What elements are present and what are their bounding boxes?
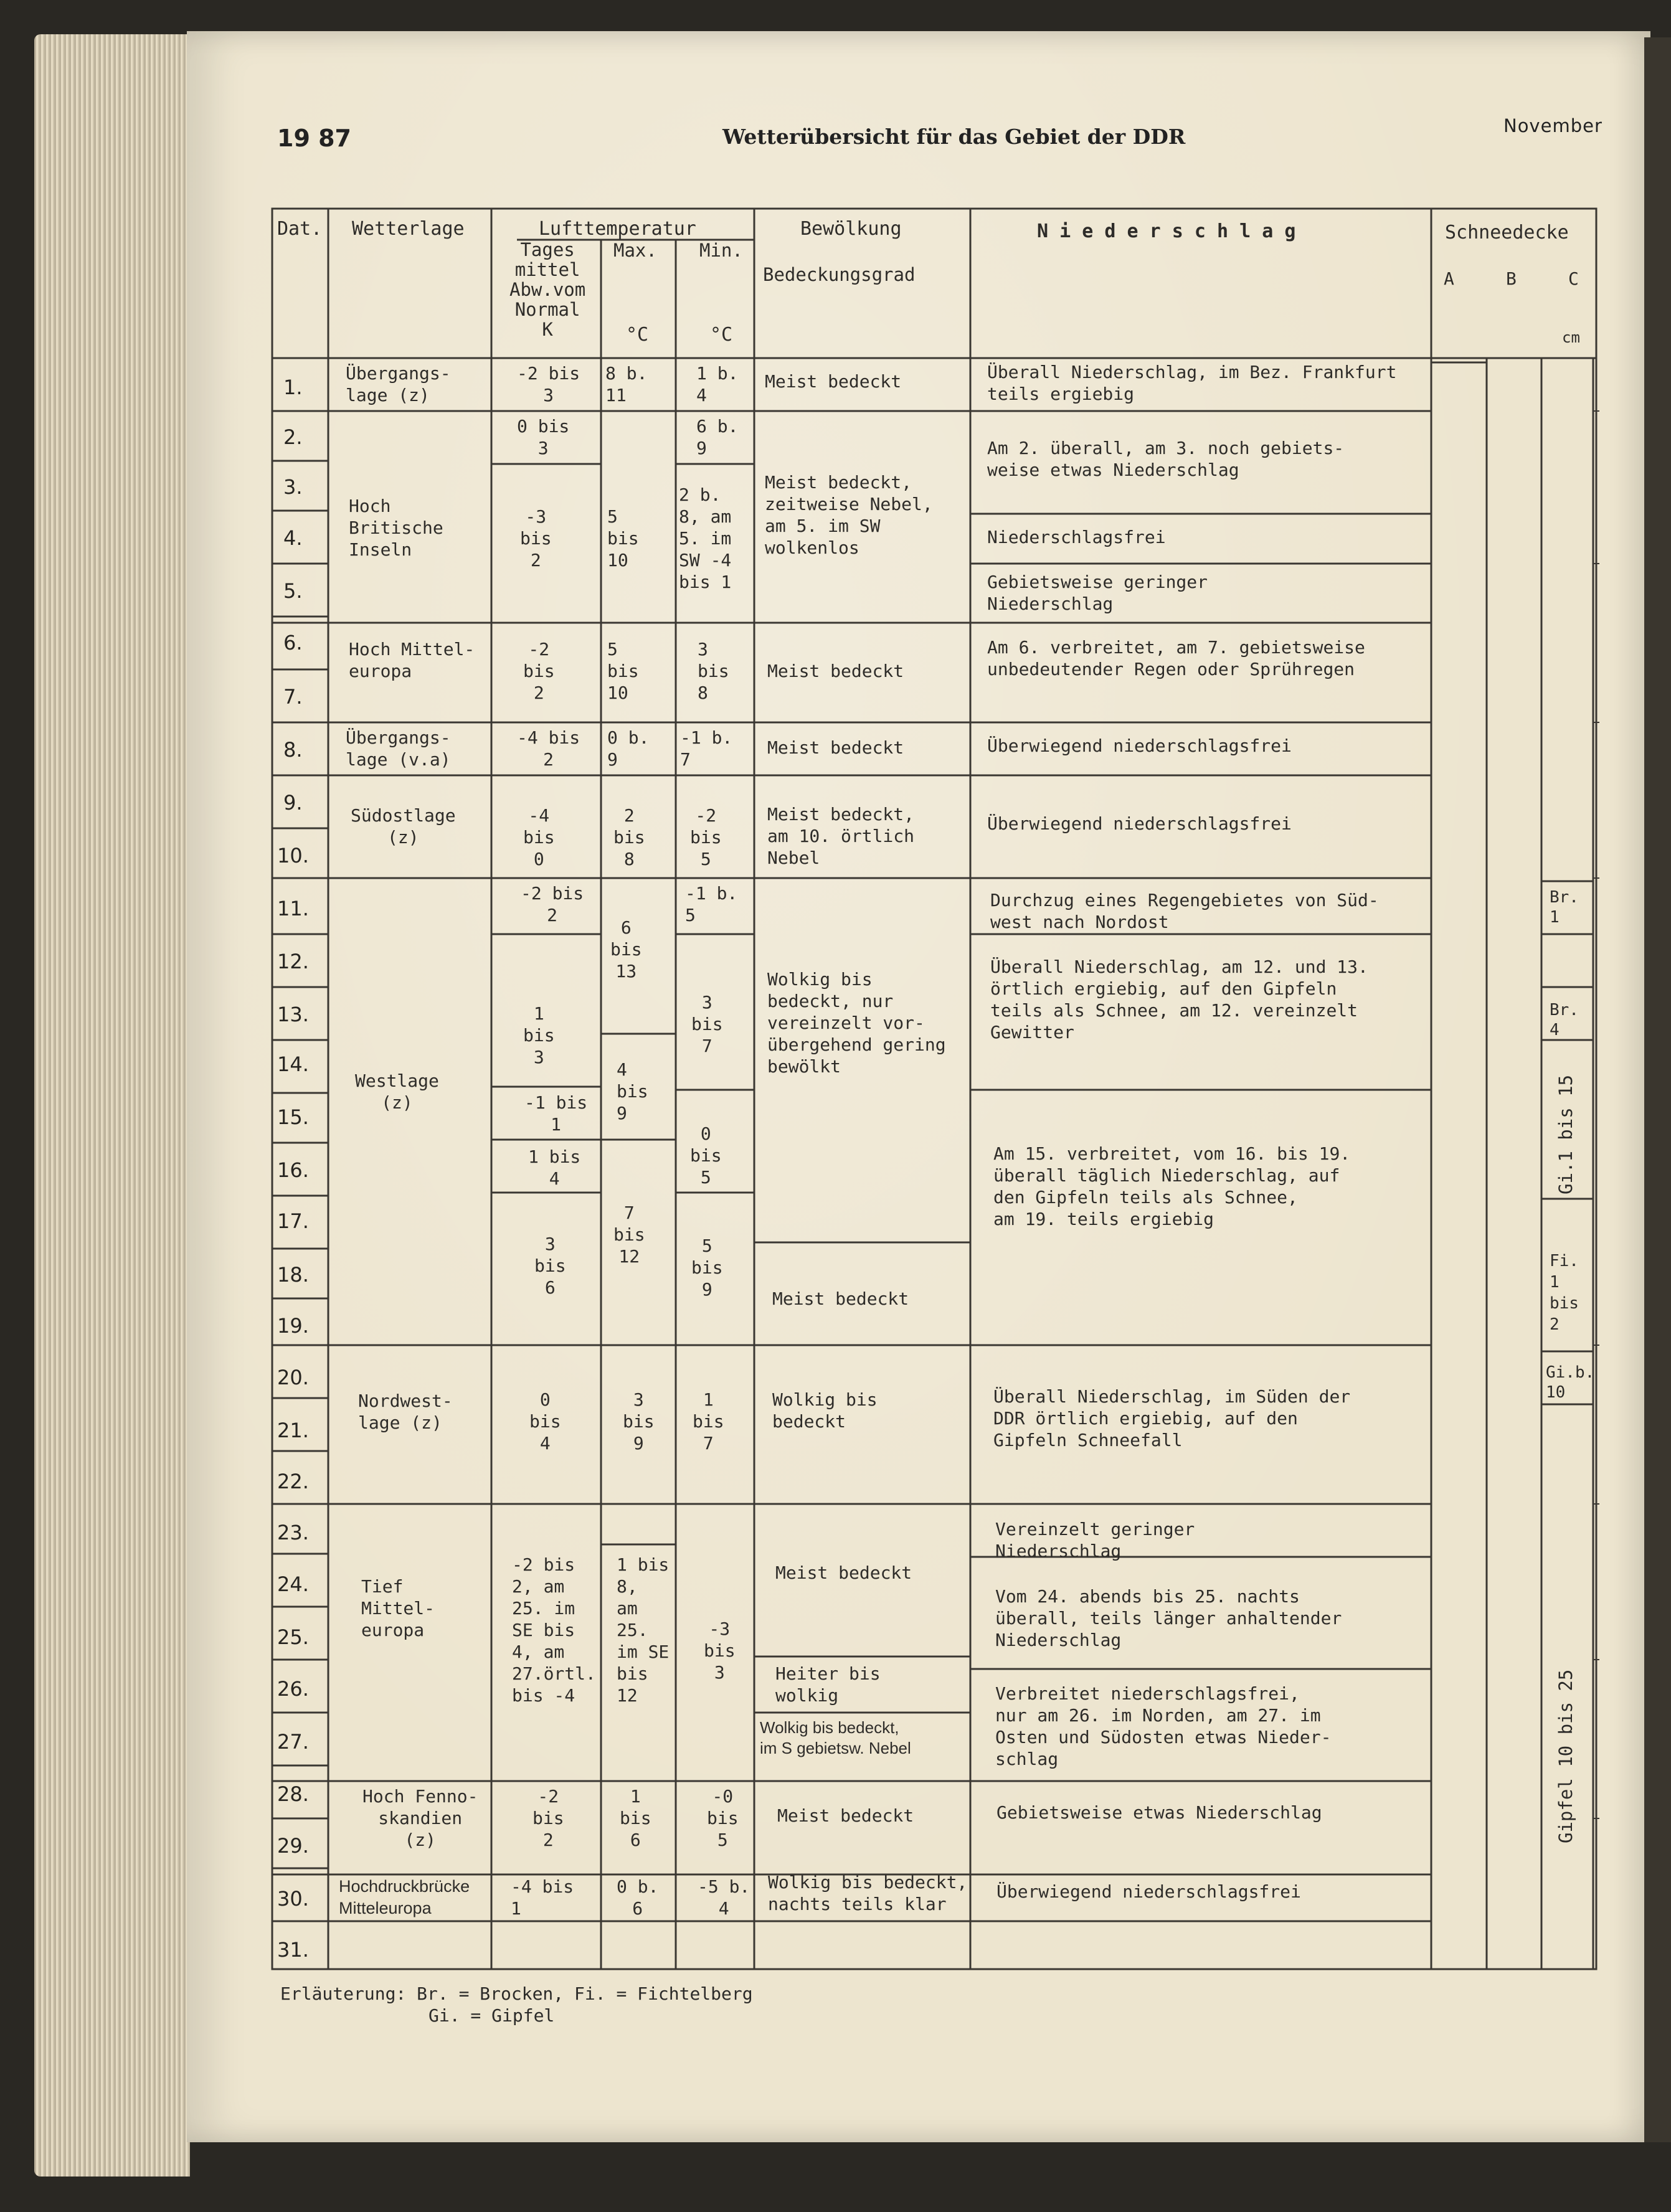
- niederschlag-cell: Überall Niederschlag, im Süden der DDR örtlich ergiebig, auf den Gipfeln Schneefall: [993, 1386, 1351, 1450]
- bewoelkung-cell: Meist bedeckt, zeitweise Nebel, am 5. im SW wolkenlos: [765, 472, 933, 558]
- min-cell: -5 b. 4: [698, 1876, 750, 1919]
- bewoelkung-cell: Wolkig bis bedeckt, nachts teils klar: [768, 1872, 968, 1914]
- day-cell: 16.: [277, 1158, 309, 1182]
- mittel-cell: 3 bis 6: [534, 1234, 566, 1298]
- day-cell: 30.: [277, 1887, 309, 1911]
- min-cell: 6 b. 9: [696, 416, 739, 458]
- snow-cell-gipfel-10-25: Gipfel 10 bis 25: [1555, 1669, 1576, 1843]
- day-cell: 25.: [277, 1625, 309, 1649]
- page-year: 19 87: [277, 125, 351, 152]
- min-cell: 2 b. 8, am 5. im SW -4 bis 1: [679, 484, 732, 592]
- niederschlag-cell: Am 2. überall, am 3. noch gebiets- weise etwas Niederschlag: [987, 438, 1345, 480]
- min-cell: -3 bis 3: [704, 1619, 736, 1683]
- col-header-b: B: [1506, 268, 1517, 289]
- day-cell: 9.: [283, 791, 303, 815]
- bewoelkung-cell: Meist bedeckt: [765, 371, 902, 392]
- mittel-cell: -2 bis 2: [521, 883, 584, 925]
- max-cell: 0 b. 9: [607, 727, 650, 770]
- col-header-a: A: [1444, 268, 1454, 289]
- niederschlag-cell: Überwiegend niederschlagsfrei: [987, 813, 1292, 834]
- page-title: Wetterübersicht für das Gebiet der DDR: [722, 125, 1186, 149]
- snow-cell-gipfel-10: Gi.b. 10: [1546, 1363, 1595, 1402]
- min-cell: 3 bis 7: [691, 992, 723, 1056]
- day-cell: 13.: [277, 1003, 309, 1026]
- day-cell: 31.: [277, 1938, 309, 1962]
- niederschlag-cell: Am 15. verbreitet, vom 16. bis 19. überall täglich Niederschlag, auf den Gipfeln teils als Schnee, am 19. teils ergiebig: [993, 1143, 1351, 1229]
- bewoelkung-cell: Wolkig bis bedeckt: [772, 1389, 878, 1432]
- wetterlage-cell: Westlage (z): [355, 1071, 439, 1113]
- unit-max: °C: [626, 324, 649, 346]
- niederschlag-cell: Vereinzelt geringer Niederschlag: [995, 1519, 1195, 1561]
- footnote-line-1: Erläuterung: Br. = Brocken, Fi. = Fichtelberg: [280, 1983, 753, 2004]
- bewoelkung-cell: Meist bedeckt: [767, 737, 904, 758]
- snow-cell-brocken-1: Br. 1: [1550, 888, 1579, 927]
- mittel-cell: -2 bis 2: [523, 639, 555, 703]
- max-cell: 0 b. 6: [617, 1876, 659, 1919]
- mittel-cell: 1 bis 4: [528, 1146, 581, 1189]
- day-cell: 6.: [283, 631, 303, 655]
- col-header-wetterlage: Wetterlage: [352, 218, 465, 240]
- bewoelkung-cell: Wolkig bis bedeckt, nur vereinzelt vor- übergehend gering bewölkt: [767, 969, 946, 1077]
- day-cell: 3.: [283, 475, 303, 499]
- max-cell: 4 bis 9: [617, 1059, 648, 1123]
- min-cell: -1 b. 5: [685, 883, 738, 925]
- wetterlage-cell: Südostlage (z): [351, 805, 456, 848]
- col-header-niederschlag: N i e d e r s c h l a g: [1037, 220, 1296, 242]
- niederschlag-cell: Überall Niederschlag, im Bez. Frankfurt teils ergiebig: [987, 362, 1397, 404]
- max-cell: 7 bis 12: [613, 1203, 645, 1267]
- min-cell: 0 bis 5: [690, 1123, 722, 1188]
- day-cell: 15.: [277, 1105, 309, 1129]
- col-header-lufttemperatur: Lufttemperatur: [539, 218, 696, 240]
- page-gutter-shadow: [1644, 37, 1671, 2142]
- day-cell: 24.: [277, 1572, 309, 1596]
- bewoelkung-cell: Meist bedeckt: [775, 1562, 912, 1583]
- max-cell: 1 bis 6: [620, 1786, 651, 1850]
- wetterlage-cell: Übergangs- lage (z): [346, 363, 451, 405]
- niederschlag-cell: Gebietsweise etwas Niederschlag: [996, 1802, 1322, 1823]
- day-cell: 8.: [283, 738, 303, 762]
- day-cell: 27.: [277, 1730, 309, 1754]
- day-cell: 17.: [277, 1209, 309, 1233]
- wetterlage-cell: Hoch Mittel- europa: [349, 639, 475, 681]
- unit-cm: cm: [1562, 329, 1580, 346]
- wetterlage-cell: Hoch Fenno- skandien (z): [362, 1786, 478, 1850]
- niederschlag-cell: Gebietsweise geringer Niederschlag: [987, 572, 1208, 614]
- bewoelkung-cell: Meist bedeckt, am 10. örtlich Nebel: [767, 804, 915, 868]
- max-cell: 5 bis 10: [607, 506, 639, 570]
- niederschlag-cell: Verbreitet niederschlagsfrei, nur am 26. im Norden, am 27. im Osten und Südosten etwas Nieder- schlag: [995, 1683, 1332, 1769]
- mittel-cell: -2 bis 2, am 25. im SE bis 4, am 27.örtl. bis -4: [512, 1554, 596, 1706]
- mittel-cell: -4 bis 2: [517, 727, 580, 770]
- mittel-cell: -3 bis 2: [520, 506, 552, 570]
- day-cell: 29.: [277, 1834, 309, 1858]
- bewoelkung-cell: Meist bedeckt: [767, 661, 904, 681]
- col-header-bewoelkung: Bewölkung: [800, 218, 902, 240]
- max-cell: 5 bis 10: [607, 639, 639, 703]
- day-cell: 22.: [277, 1470, 309, 1493]
- book-page-edges: [34, 34, 190, 2177]
- max-cell: 6 bis 13: [610, 917, 642, 981]
- day-cell: 21.: [277, 1419, 309, 1442]
- col-header-c: C: [1568, 268, 1579, 289]
- max-cell: 1 bis 8, am 25. im SE bis 12: [617, 1554, 670, 1706]
- wetterlage-cell: Hoch Britische Inseln: [349, 496, 443, 560]
- niederschlag-cell: Durchzug eines Regengebietes von Süd- west nach Nordost: [990, 890, 1379, 932]
- min-cell: 1 b. 4: [696, 363, 739, 405]
- niederschlag-cell: Niederschlagsfrei: [987, 527, 1166, 547]
- day-cell: 19.: [277, 1314, 309, 1338]
- mittel-cell: -2 bis 3: [517, 363, 580, 405]
- col-header-tagesmittel: Tages mittel Abw.vom Normal K: [509, 239, 586, 340]
- col-header-min: Min.: [699, 240, 743, 261]
- min-cell: 5 bis 9: [691, 1236, 723, 1300]
- page-month: November: [1503, 115, 1602, 136]
- max-cell: 8 b. 11: [605, 363, 648, 405]
- max-cell: 3 bis 9: [623, 1389, 655, 1453]
- bewoelkung-cell: Wolkig bis bedeckt, im S gebietsw. Nebel: [760, 1718, 911, 1757]
- day-cell: 10.: [277, 844, 309, 867]
- bewoelkung-cell: Heiter bis wolkig: [775, 1663, 881, 1706]
- day-cell: 11.: [277, 897, 309, 920]
- day-cell: 4.: [283, 526, 303, 550]
- min-cell: 3 bis 8: [698, 639, 729, 703]
- footnote-line-2: Gi. = Gipfel: [428, 2005, 555, 2026]
- day-cell: 5.: [283, 579, 303, 603]
- day-cell: 12.: [277, 950, 309, 973]
- mittel-cell: 1 bis 3: [523, 1003, 555, 1067]
- max-cell: 2 bis 8: [613, 805, 645, 869]
- wetterlage-cell: Übergangs- lage (v.a): [346, 727, 451, 770]
- niederschlag-cell: Überall Niederschlag, am 12. und 13. örtlich ergiebig, auf den Gipfeln teils als Schnee, am 12. vereinzelt Gewitter: [990, 957, 1368, 1042]
- min-cell: -1 b. 7: [680, 727, 733, 770]
- day-cell: 26.: [277, 1677, 309, 1701]
- mittel-cell: -4 bis 1: [511, 1876, 574, 1919]
- day-cell: 18.: [277, 1263, 309, 1287]
- snow-cell-brocken-4: Br. 4: [1550, 1001, 1579, 1039]
- mittel-cell: -2 bis 2: [533, 1786, 564, 1850]
- col-header-bedeckungsgrad: Bedeckungsgrad: [763, 264, 916, 285]
- mittel-cell: 0 bis 3: [517, 416, 570, 458]
- mittel-cell: -4 bis 0: [523, 805, 555, 869]
- snow-cell-gipfel-1-15: Gi.1 bis 15: [1555, 1074, 1576, 1194]
- bewoelkung-cell: Meist bedeckt: [772, 1288, 909, 1309]
- wetterlage-cell: Tief Mittel- europa: [361, 1576, 435, 1640]
- col-header-dat: Dat.: [277, 218, 323, 240]
- min-cell: -2 bis 5: [690, 805, 722, 869]
- col-header-schneedecke: Schneedecke: [1445, 222, 1569, 243]
- day-cell: 28.: [277, 1782, 309, 1806]
- niederschlag-cell: Am 6. verbreitet, am 7. gebietsweise unbedeutender Regen oder Sprühregen: [987, 637, 1365, 679]
- unit-min: °C: [710, 324, 733, 346]
- min-cell: 1 bis 7: [693, 1389, 724, 1453]
- day-cell: 1.: [283, 376, 303, 399]
- day-cell: 23.: [277, 1521, 309, 1544]
- day-cell: 20.: [277, 1366, 309, 1389]
- min-cell: -0 bis 5: [707, 1786, 739, 1850]
- niederschlag-cell: Überwiegend niederschlagsfrei: [996, 1881, 1301, 1902]
- snow-cell-fichtelberg: Fi. 1 bis 2: [1550, 1252, 1579, 1334]
- wetterlage-cell: Nordwest- lage (z): [358, 1391, 453, 1433]
- day-cell: 14.: [277, 1052, 309, 1076]
- bewoelkung-cell: Meist bedeckt: [777, 1805, 914, 1826]
- niederschlag-cell: Vom 24. abends bis 25. nachts überall, teils länger anhaltender Niederschlag: [995, 1586, 1342, 1650]
- mittel-cell: -1 bis 1: [524, 1092, 588, 1135]
- mittel-cell: 0 bis 4: [529, 1389, 561, 1453]
- col-header-max: Max.: [613, 240, 657, 261]
- niederschlag-cell: Überwiegend niederschlagsfrei: [987, 735, 1292, 756]
- day-cell: 7.: [283, 685, 303, 709]
- wetterlage-cell: Hochdruckbrücke Mitteleuropa: [339, 1877, 470, 1917]
- day-cell: 2.: [283, 425, 303, 449]
